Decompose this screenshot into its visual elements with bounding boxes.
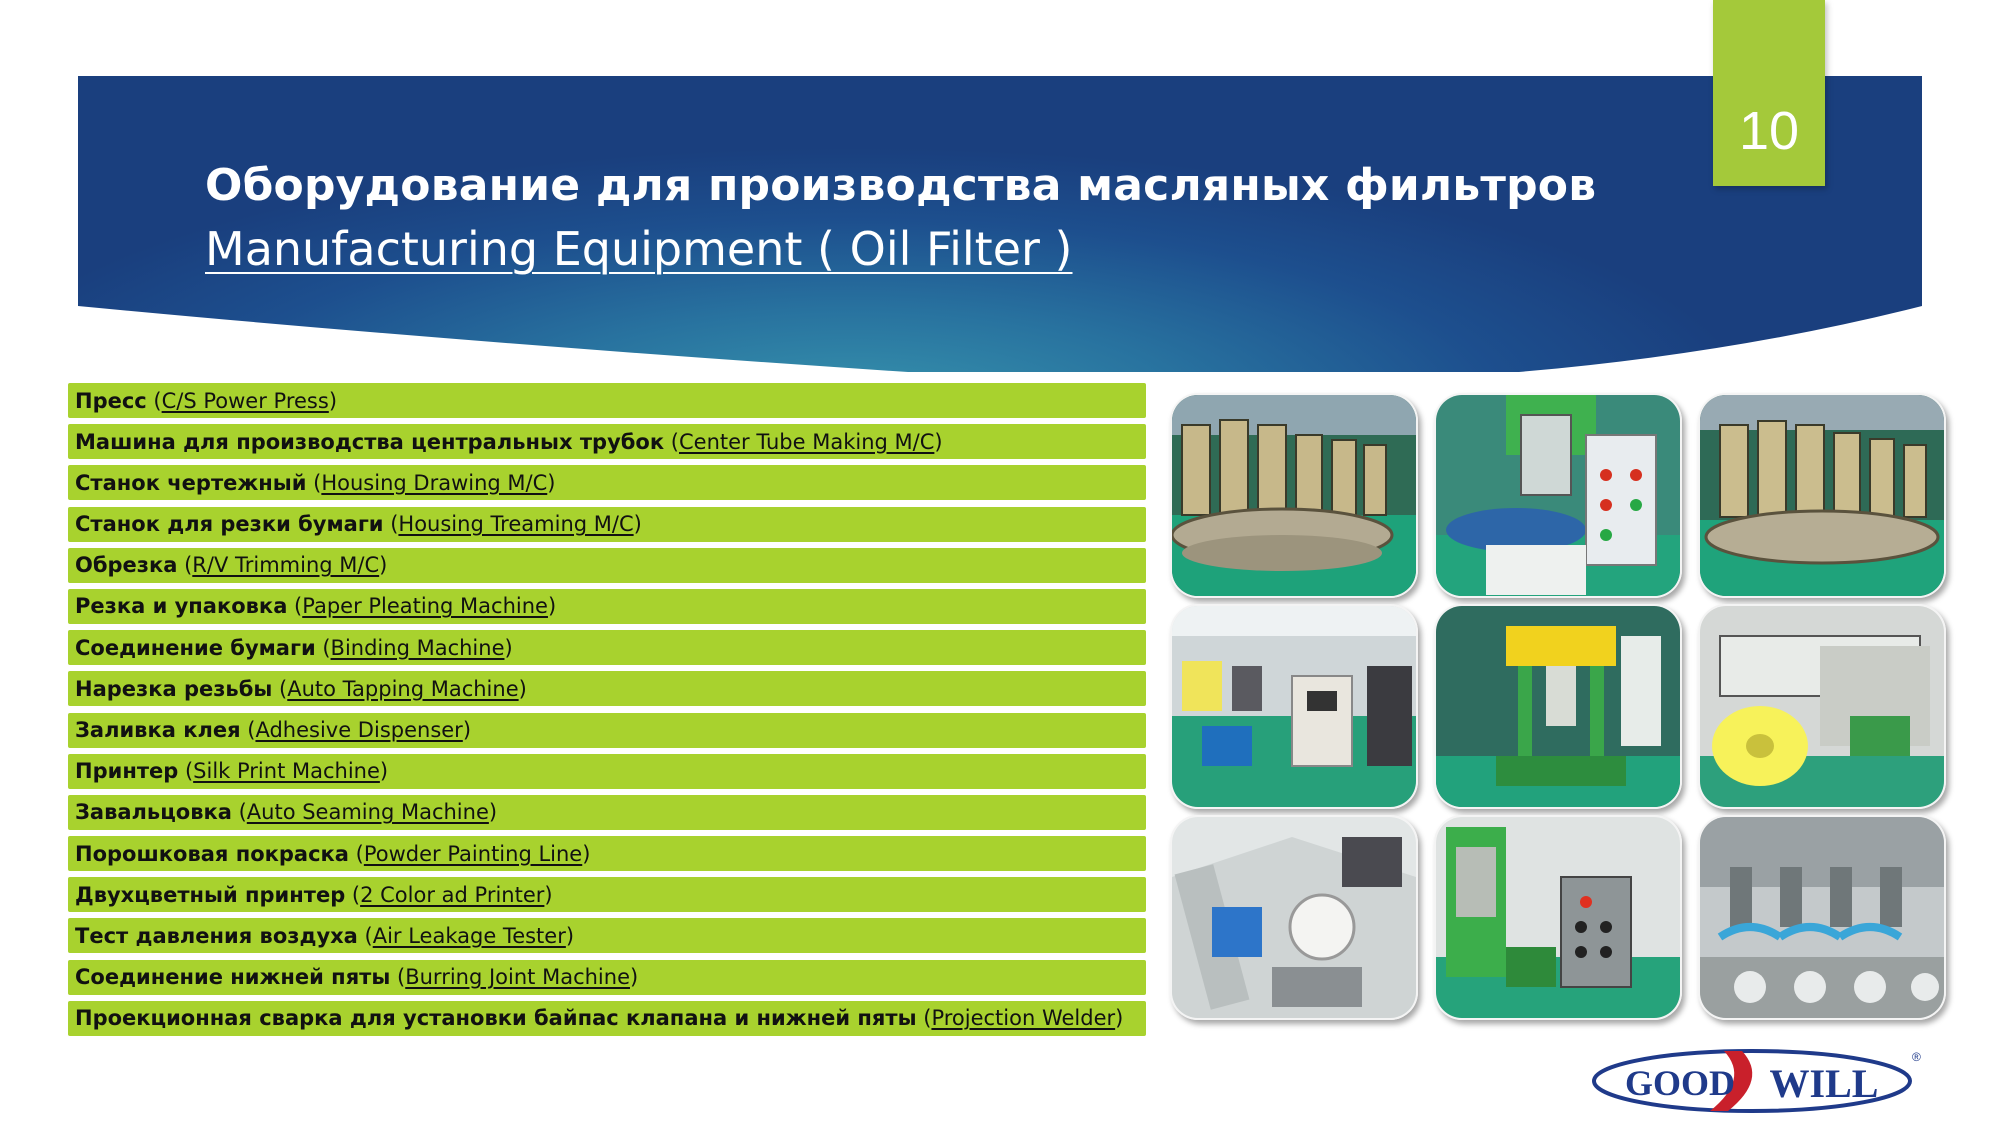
equipment-row — [68, 383, 1146, 418]
close-paren: ) — [633, 512, 642, 537]
open-paren: ( — [390, 965, 406, 990]
close-paren: ) — [1115, 1006, 1124, 1031]
page-title-ru: Оборудование для производства масляных фильтров — [205, 160, 1597, 211]
close-paren: ) — [547, 594, 557, 619]
close-paren: ) — [629, 965, 639, 990]
svg-text:WILL: WILL — [1769, 1061, 1879, 1106]
equipment-row — [68, 507, 1146, 542]
equipment-row — [68, 671, 1146, 706]
equipment-name-ru: Нарезка резьбы — [75, 676, 273, 701]
open-paren: ( — [272, 676, 288, 701]
open-paren: ( — [664, 429, 679, 454]
equipment-name-en-link[interactable]: Adhesive Dispenser — [255, 718, 463, 742]
close-paren: ) — [565, 923, 575, 948]
equipment-name-ru: Соединение нижней пяты — [75, 965, 391, 990]
open-paren: ( — [348, 841, 364, 866]
equipment-name-ru: Принтер — [75, 759, 179, 784]
equipment-name-en-link[interactable]: Paper Pleating Machine — [302, 594, 548, 619]
close-paren: ) — [462, 718, 472, 742]
equipment-name-en-link[interactable]: Housing Drawing M/C — [321, 470, 548, 495]
close-paren: ) — [544, 882, 553, 907]
page-number-badge — [1713, 0, 1825, 186]
equipment-name-en-link[interactable]: Powder Painting Line — [363, 841, 583, 866]
equipment-row — [68, 548, 1146, 583]
open-paren: ( — [231, 800, 247, 825]
equipment-row — [68, 918, 1146, 953]
open-paren: ( — [178, 759, 194, 784]
press-control-box-photo — [1434, 815, 1682, 1020]
equipment-name-en-link[interactable]: C/S Power Press — [161, 388, 329, 413]
equipment-row — [68, 424, 1146, 459]
equipment-name-ru: Завальцовка — [75, 800, 232, 825]
multi-spindle-machine-photo — [1698, 815, 1946, 1020]
open-paren: ( — [240, 718, 256, 742]
close-paren: ) — [547, 470, 556, 495]
equipment-row — [68, 589, 1146, 624]
close-paren: ) — [379, 553, 388, 578]
equipment-row — [68, 630, 1146, 665]
equipment-name-en-link[interactable]: Binding Machine — [330, 635, 505, 660]
equipment-name-en-link[interactable]: 2 Color ad Printer — [360, 882, 545, 907]
open-paren: ( — [315, 635, 331, 660]
equipment-name-en-link[interactable]: Air Leakage Tester — [372, 923, 566, 948]
equipment-list — [68, 383, 1146, 1042]
equipment-name-en-link[interactable]: R/V Trimming M/C — [192, 553, 380, 578]
equipment-row — [68, 465, 1146, 500]
equipment-name-ru: Резка и упаковка — [75, 594, 288, 619]
equipment-row — [68, 713, 1146, 748]
close-paren: ) — [504, 635, 513, 660]
open-paren: ( — [287, 594, 303, 619]
equipment-name-ru: Проекционная сварка для установки байпас клапана и нижней пяты — [75, 1006, 917, 1031]
open-paren: ( — [916, 1006, 932, 1031]
equipment-row — [68, 877, 1146, 912]
close-paren: ) — [582, 841, 591, 866]
svg-text:GOOD: GOOD — [1624, 1063, 1736, 1103]
close-paren: ) — [379, 759, 389, 784]
equipment-name-ru: Пресс — [75, 388, 147, 413]
page-title-en: Manufacturing Equipment ( Oil Filter ) — [205, 222, 1073, 276]
equipment-name-en-link[interactable]: Center Tube Making M/C — [678, 429, 935, 454]
svg-text:®: ® — [1912, 1050, 1921, 1064]
open-paren: ( — [357, 923, 373, 948]
equipment-name-ru: Обрезка — [75, 553, 178, 578]
photo-gallery — [1170, 393, 1946, 1016]
equipment-name-ru: Машина для производства центральных трубок — [75, 429, 665, 454]
equipment-row — [68, 836, 1146, 871]
rotary-machine-photo-2 — [1698, 393, 1946, 598]
page-number: 10 — [1738, 101, 1800, 161]
equipment-row — [68, 795, 1146, 830]
paper-roll-machine-photo — [1698, 604, 1946, 809]
close-paren: ) — [328, 388, 338, 413]
equipment-name-en-link[interactable]: Auto Tapping Machine — [287, 676, 519, 701]
open-paren: ( — [146, 388, 162, 413]
equipment-name-en-link[interactable]: Housing Treaming M/C — [398, 512, 634, 537]
conveyor-line-photo — [1170, 815, 1418, 1020]
close-paren: ) — [518, 676, 527, 701]
equipment-name-en-link[interactable]: Auto Seaming Machine — [246, 800, 489, 825]
equipment-row — [68, 960, 1146, 995]
equipment-name-en-link[interactable]: Burring Joint Machine — [405, 965, 630, 990]
equipment-name-ru: Тест давления воздуха — [75, 923, 358, 948]
rotary-machine-photo — [1170, 393, 1418, 598]
hydraulic-press-photo — [1434, 604, 1682, 809]
open-paren: ( — [177, 553, 193, 578]
close-paren: ) — [488, 800, 498, 825]
control-panel-machine-photo — [1434, 393, 1682, 598]
equipment-name-ru: Станок чертежный — [75, 470, 307, 495]
open-paren: ( — [345, 882, 361, 907]
goodwill-logo — [1592, 1043, 1924, 1115]
equipment-row — [68, 754, 1146, 789]
equipment-name-ru: Двухцветный принтер — [75, 882, 346, 907]
equipment-name-ru: Порошковая покраска — [75, 841, 349, 866]
factory-floor-photo — [1170, 604, 1418, 809]
equipment-row — [68, 1001, 1146, 1036]
equipment-name-ru: Заливка клея — [75, 718, 241, 742]
equipment-name-ru: Станок для резки бумаги — [75, 512, 384, 537]
equipment-name-en-link[interactable]: Silk Print Machine — [193, 759, 380, 784]
equipment-name-ru: Соединение бумаги — [75, 635, 316, 660]
equipment-name-en-link[interactable]: Projection Welder — [931, 1006, 1116, 1031]
open-paren: ( — [306, 470, 322, 495]
open-paren: ( — [383, 512, 399, 537]
close-paren: ) — [934, 429, 943, 454]
